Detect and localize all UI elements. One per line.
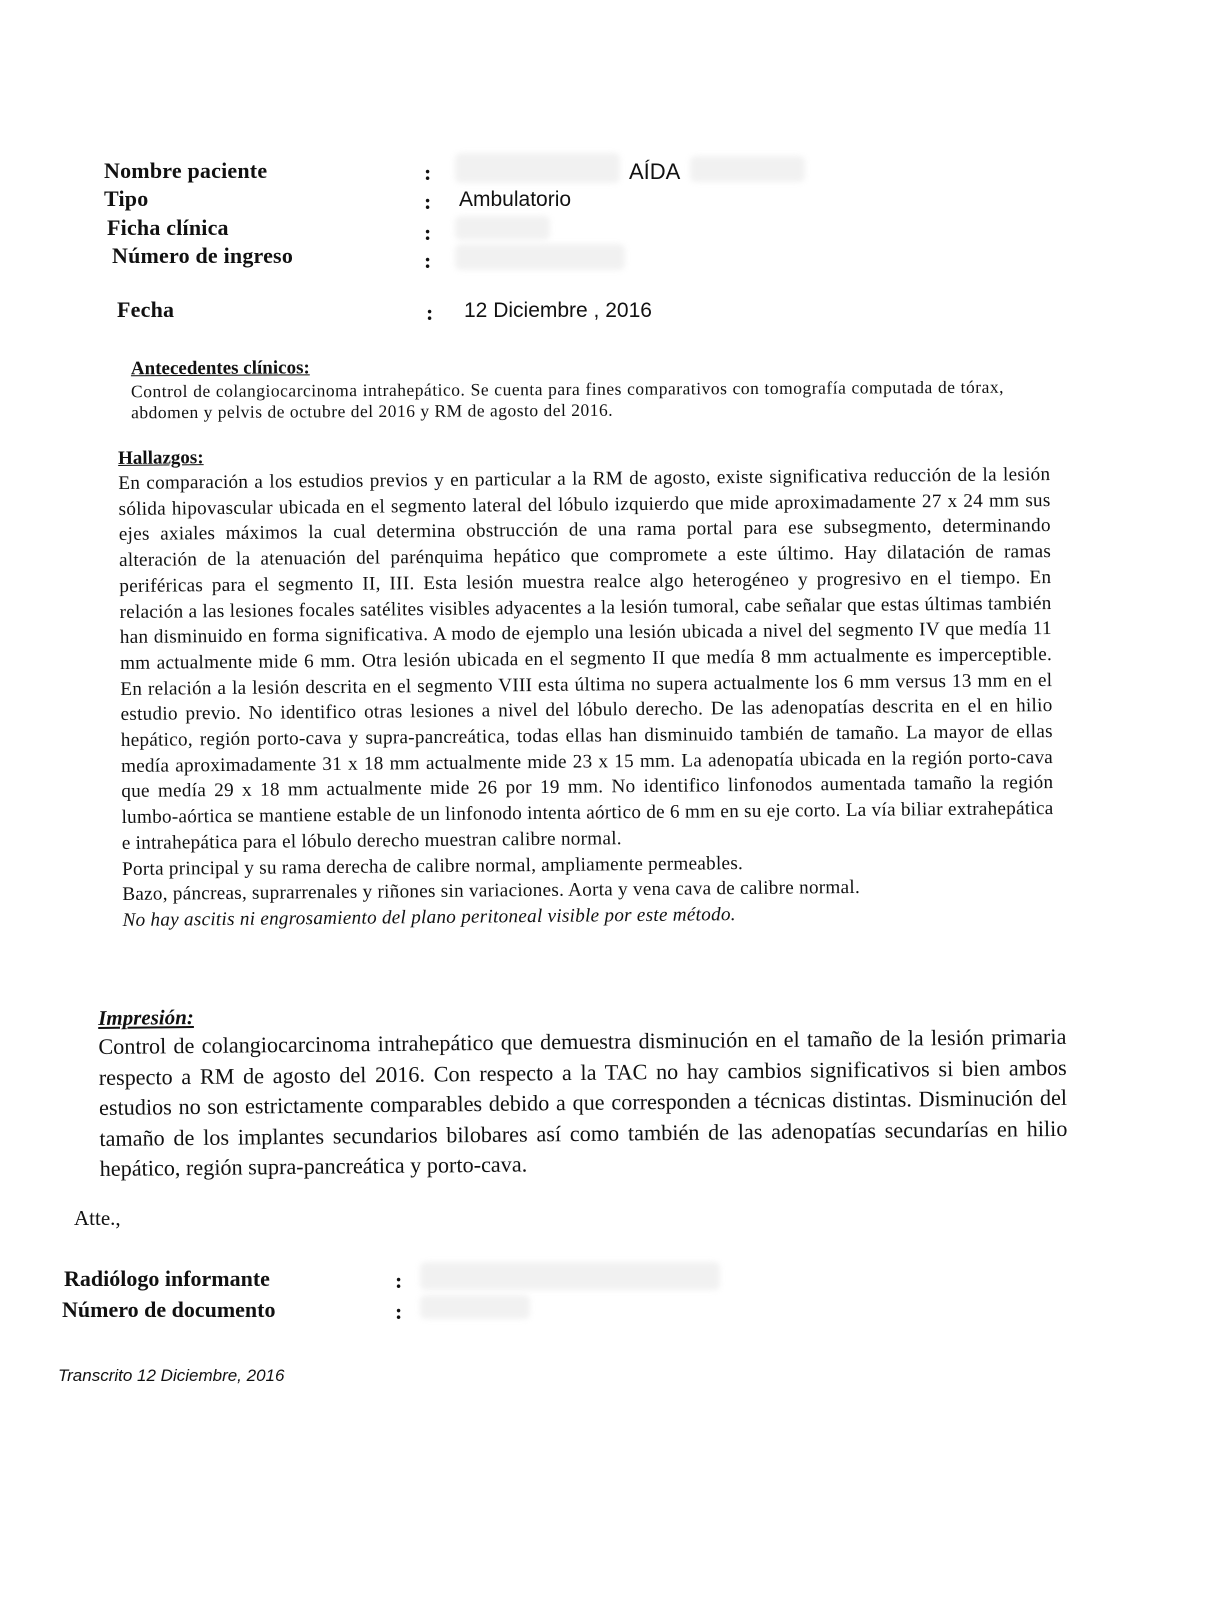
redacted-surname — [455, 153, 620, 183]
admission-number-colon: : — [424, 248, 432, 273]
findings-title: Hallazgos: — [118, 447, 204, 469]
impression-text: Control de colangiocarcinoma intrahepático que demuestra disminución en el tamaño de la lesión primaria respecto a RM de agosto del 2016. Con respecto a la TAC no hay cambios significativos si bien ambos estudios no son estrictamente comparables debido a que corresponden a técnicas distintas. Disminución del tamaño de los implantes secundarios bilobares así como también de las adenopatías secundarías en hilio hepático, región supra-pancreática y porto-cava. — [98, 1023, 1068, 1181]
clinical-history-section — [131, 354, 1004, 424]
clinical-history-text: Control de colangiocarcinoma intrahepático. Se cuenta para fines comparativos con tomografía computada de tórax, abdomen y pelvis de octubre del 2016 y RM de agosto del 2016. — [130, 376, 1005, 423]
impression-title: Impresión: — [98, 1004, 194, 1030]
clinical-history-title: Antecedentes clínicos: — [130, 357, 310, 380]
closing-greeting: Atte., — [74, 1206, 121, 1230]
findings-organs-line: Bazo, páncreas, suprarrenales y riñones sin variaciones. Aorta y vena cava de calibre normal. — [122, 877, 861, 906]
transcription-date: Transcrito 12 Diciembre, 2016 — [58, 1366, 285, 1385]
impression-section — [98, 996, 1068, 1185]
date-label: Fecha — [117, 297, 175, 322]
clinical-record-colon: : — [424, 220, 432, 245]
patient-name-value: AÍDA — [629, 159, 681, 184]
findings-ascitis-line: No hay ascitis ni engrosamiento del plano peritoneal visible por este método. — [122, 904, 736, 931]
findings-porta-line: Porta principal y su rama derecha de calibre normal, ampliamente permeables. — [121, 852, 744, 880]
type-colon: : — [424, 189, 432, 214]
type-value: Ambulatorio — [459, 188, 572, 211]
findings-section — [118, 439, 1055, 934]
radiologist-label: Radiólogo informante — [64, 1266, 270, 1291]
type-label: Tipo — [104, 186, 149, 211]
patient-name-label: Nombre paciente — [104, 158, 268, 183]
radiologist-colon: : — [395, 1268, 403, 1293]
clinical-record-label: Ficha clínica — [107, 215, 229, 240]
document-number-colon: : — [395, 1299, 403, 1324]
redacted-name-extra — [690, 156, 805, 182]
findings-text: En comparación a los estudios previos y en particular a la RM de agosto, existe significativa reducción de la lesión sólida hipovascular ubicada en el segmento lateral del lóbulo izquierdo que mide aproximadamente 27 x 24 mm sus ejes axiales máximos la cual determina obstrucción de una rama portal para ese subsegmento, determinando alteración de la atenuación del parénquima hepático que compromete a este último. Hay dilatación de ramas periféricas para el segmento II, III. Esta lesión muestra realce algo heterogéneo y progresivo en el tiempo. En relación a las lesiones focales satélites visibles adyacentes a la lesión tumoral, cabe señalar que estas últimas también han disminuido en forma significativa. A modo de ejemplo una lesión ubicada a nivel del segmento IV que medía 11 mm actualmente mide 6 mm. Otra lesión ubicada en el segmento II que medía 8 mm actualmente es imperceptible. En relación a la lesión descrita en el segmento VIII esta última no supera actualmente los 6 mm versus 13 mm en el estudio previo. No identifico otras lesiones a nivel del lóbulo derecho. De las adenopatías descrita en el en hilio hepático, región porto-cava y supra-pancreática, todas ellas han disminuido también de tamaño. La mayor de ellas medía aproximadamente 31 x 18 mm actualmente mide 23 x 15 mm. La adenopatía ubicada en la región porto-cava que medía 29 x 18 mm actualmente mide 26 por 19 mm. No identifico linfonodos aumentada tamaño la región lumbo-aórtica se mantiene estable de un linfonodo intenta aórtico de 6 mm en su eje corto. La vía biliar extrahepática e intrahepática para el lóbulo derecho muestran calibre normal. — [118, 464, 1054, 854]
redacted-clinical-record — [455, 216, 550, 240]
redacted-admission-number — [455, 244, 625, 270]
date-colon: : — [426, 300, 434, 325]
patient-name-colon: : — [424, 160, 432, 185]
redacted-document-number — [420, 1295, 530, 1319]
redacted-radiologist — [420, 1262, 720, 1290]
admission-number-label: Número de ingreso — [112, 243, 294, 268]
document-number-label: Número de documento — [62, 1297, 276, 1322]
date-value: 12 Diciembre , 2016 — [464, 299, 652, 322]
